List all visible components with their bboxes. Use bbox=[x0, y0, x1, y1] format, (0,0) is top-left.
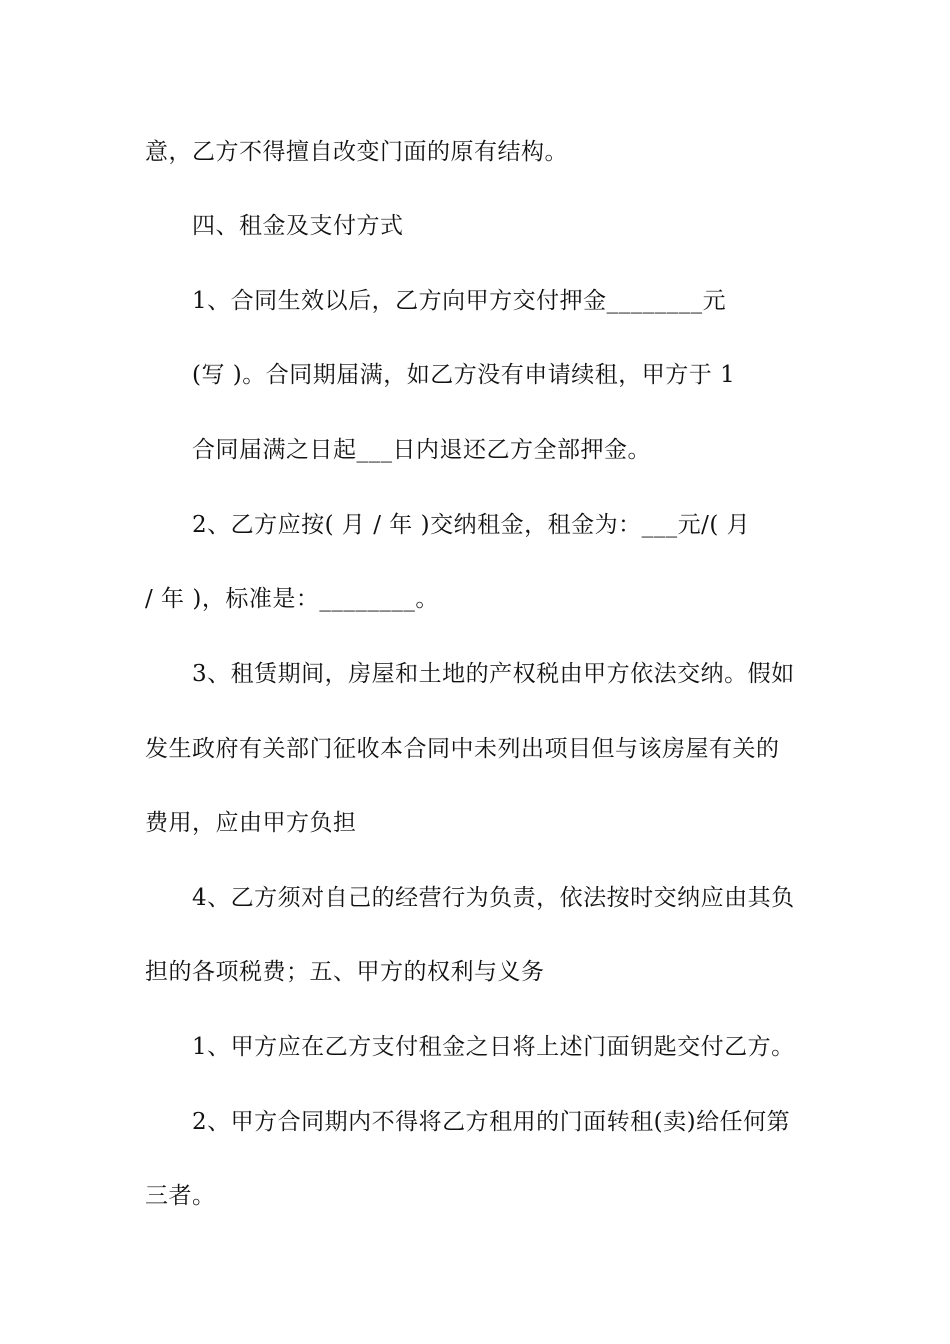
text-line: 2、甲方合同期内不得将乙方租用的门面转租(卖)给任何第 bbox=[192, 1109, 791, 1135]
text-line: 发生政府有关部门征收本合同中未列出项目但与该房屋有关的 bbox=[145, 736, 780, 762]
text-line: 2、乙方应按( 月 / 年 )交纳租金，租金为：___元/( 月 bbox=[192, 512, 751, 538]
text-line: 三者。 bbox=[145, 1183, 216, 1209]
text-line: / 年 )，标准是：________。 bbox=[145, 586, 439, 612]
text-line: 3、租赁期间，房屋和土地的产权税由甲方依法交纳。假如 bbox=[192, 661, 795, 687]
text-line: 1、甲方应在乙方支付租金之日将上述门面钥匙交付乙方。 bbox=[192, 1034, 795, 1060]
text-line: 意，乙方不得擅自改变门面的原有结构。 bbox=[145, 139, 568, 165]
text-line: 担的各项税费；五、甲方的权利与义务 bbox=[145, 959, 545, 985]
text-line: 费用，应由甲方负担 bbox=[145, 810, 357, 836]
text-line: 1、合同生效以后，乙方向甲方交付押金________元 bbox=[192, 288, 727, 314]
text-line: 4、乙方须对自己的经营行为负责，依法按时交纳应由其负 bbox=[192, 885, 795, 911]
section-heading-rent: 四、租金及支付方式 bbox=[192, 213, 404, 239]
text-line: 合同届满之日起___日内退还乙方全部押金。 bbox=[192, 437, 651, 463]
text-line: (写 )。合同期届满，如乙方没有申请续租，甲方于 1 bbox=[192, 362, 736, 388]
